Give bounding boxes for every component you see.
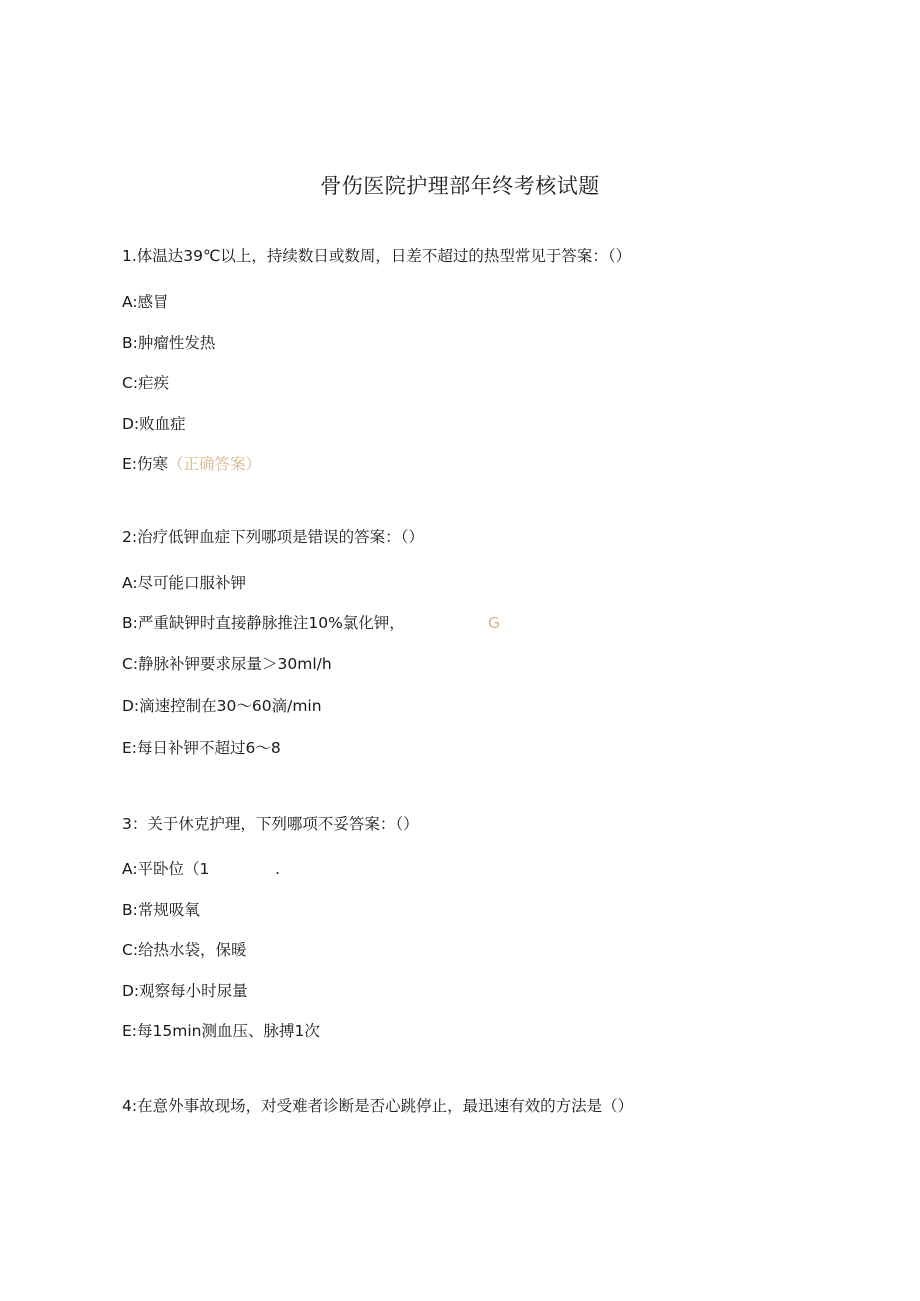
question-2-option-b	[122, 613, 405, 633]
question-1-option-e	[122, 454, 261, 474]
question-3-option-c: C:给热水袋，保暖	[122, 941, 247, 959]
question-3-option-a: A:平卧位（1	[122, 860, 210, 878]
question-4-stem: 4:在意外事故现场，对受难者诊断是否心跳停止，最迅速有效的方法是（）	[122, 1097, 634, 1115]
option-text: B:严重缺钾时直接静脉推注10%氯化钾，	[122, 614, 405, 632]
stray-mark	[488, 613, 500, 633]
question-2-option-d: D:滴速控制在30～60滴/min	[122, 697, 322, 715]
correct-answer-tag: （正确答案）	[168, 455, 262, 473]
question-3-option-e: E:每15min测血压、脉搏1次	[122, 1022, 320, 1040]
question-1-stem: 1.体温达39℃以上，持续数日或数周，日差不超过的热型常见于答案：（）	[122, 247, 632, 265]
question-2-option-e: E:每日补钾不超过6～8	[122, 739, 281, 757]
question-2-option-c: C:静脉补钾要求尿量＞30ml/h	[122, 655, 332, 673]
question-1-option-b: B:肿瘤性发热	[122, 334, 216, 352]
question-3-stem: 3：关于休克护理，下列哪项不妥答案：（）	[122, 815, 419, 833]
question-1-option-d: D:败血症	[122, 415, 186, 433]
stray-mark-text: G	[488, 614, 501, 632]
document-title: 骨伤医院护理部年终考核试题	[320, 174, 600, 198]
question-1-option-c: C:疟疾	[122, 374, 170, 392]
question-2-option-a: A:尽可能口服补钾	[122, 574, 247, 592]
question-2-stem: 2:治疗低钾血症下列哪项是错误的答案：（）	[122, 528, 424, 546]
question-3-option-d: D:观察每小时尿量	[122, 982, 248, 1000]
question-3-option-a-trail: .	[275, 860, 280, 878]
question-3-option-b: B:常规吸氧	[122, 901, 200, 919]
option-text: E:伤寒	[122, 455, 169, 473]
question-1-option-a: A:感冒	[122, 293, 169, 311]
